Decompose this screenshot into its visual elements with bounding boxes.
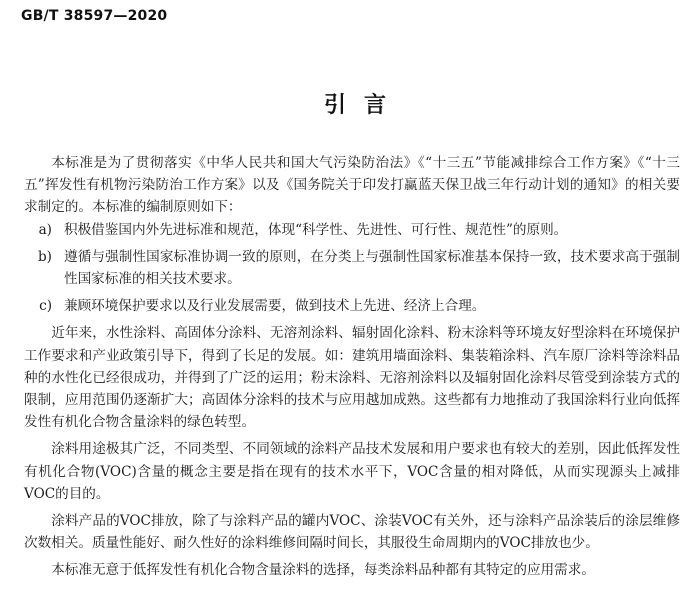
list-marker: c) [39,298,52,315]
document-body [24,152,680,582]
list-item-b [24,246,680,290]
standard-code-header: GB/T 38597—2020 [21,8,168,24]
list-item-text: 积极借鉴国内外先进标准和规范，体现“科学性、先进性、可行性、规范性”的原则。 [64,221,568,238]
paragraph-scope: 本标准无意于低挥发性有机化合物含量涂料的选择，每类涂料品种都有其特定的应用需求。 [51,562,595,579]
paragraph-intro: 本标准是为了贯彻落实《中华人民共和国大气污染防治法》《“十三五”节能减排综合工作方案》《“十三五”挥发性有机物污染防治工作方案》以及《国务院关于印发打赢蓝天保卫战三年行动计划的通知》的相关要求制定的。本标准的编制原则如下： [24,155,680,216]
list-marker: b) [37,248,52,265]
paragraph-voc-concept: 涂料用途极其广泛，不同类型、不同领域的涂料产品技术发展和用户要求也有较大的差别，因此低挥发性有机化合物(VOC)含量的概念主要是指在现有的技术水平下，VOC含量的相对降低，从而实现源头上减排VOC的目的。 [24,441,680,502]
page-title: 引言 [323,92,404,118]
paragraph-voc-emission: 涂料产品的VOC排放，除了与涂料产品的罐内VOC、涂装VOC有关外，还与涂料产品涂装后的涂层维修次数相关。质量性能好、耐久性好的涂料维修间隔时间长，其服役生命周期内的VOC排放也少。 [24,513,680,552]
list-marker: a) [38,221,52,238]
list-item-c [24,295,680,317]
list-item-text: 遵循与强制性国家标准协调一致的原则，在分类上与强制性国家标准基本保持一致，技术要求高于强制性国家标准的相关技术要求。 [64,248,680,288]
list-item-a [24,219,680,241]
list-item-text: 兼顾环境保护要求以及行业发展需要，做到技术上先进、经济上合理。 [64,298,486,315]
paragraph-development: 近年来，水性涂料、高固体分涂料、无溶剂涂料、辐射固化涂料、粉末涂料等环境友好型涂料在环境保护工作要求和产业政策引导下，得到了长足的发展。如：建筑用墙面涂料、集装箱涂料、汽车原厂涂料等涂料品种的水性化已经很成功，并得到了广泛的运用；粉末涂料、无溶剂涂料以及辐射固化涂料尽管受到涂装方式的限制，应用范围仍逐渐扩大；高固体分涂料的技术与应用越加成熟。这些都有力地推动了我国涂料行业向低挥发性有机化合物含量涂料的绿色转型。 [24,325,680,431]
